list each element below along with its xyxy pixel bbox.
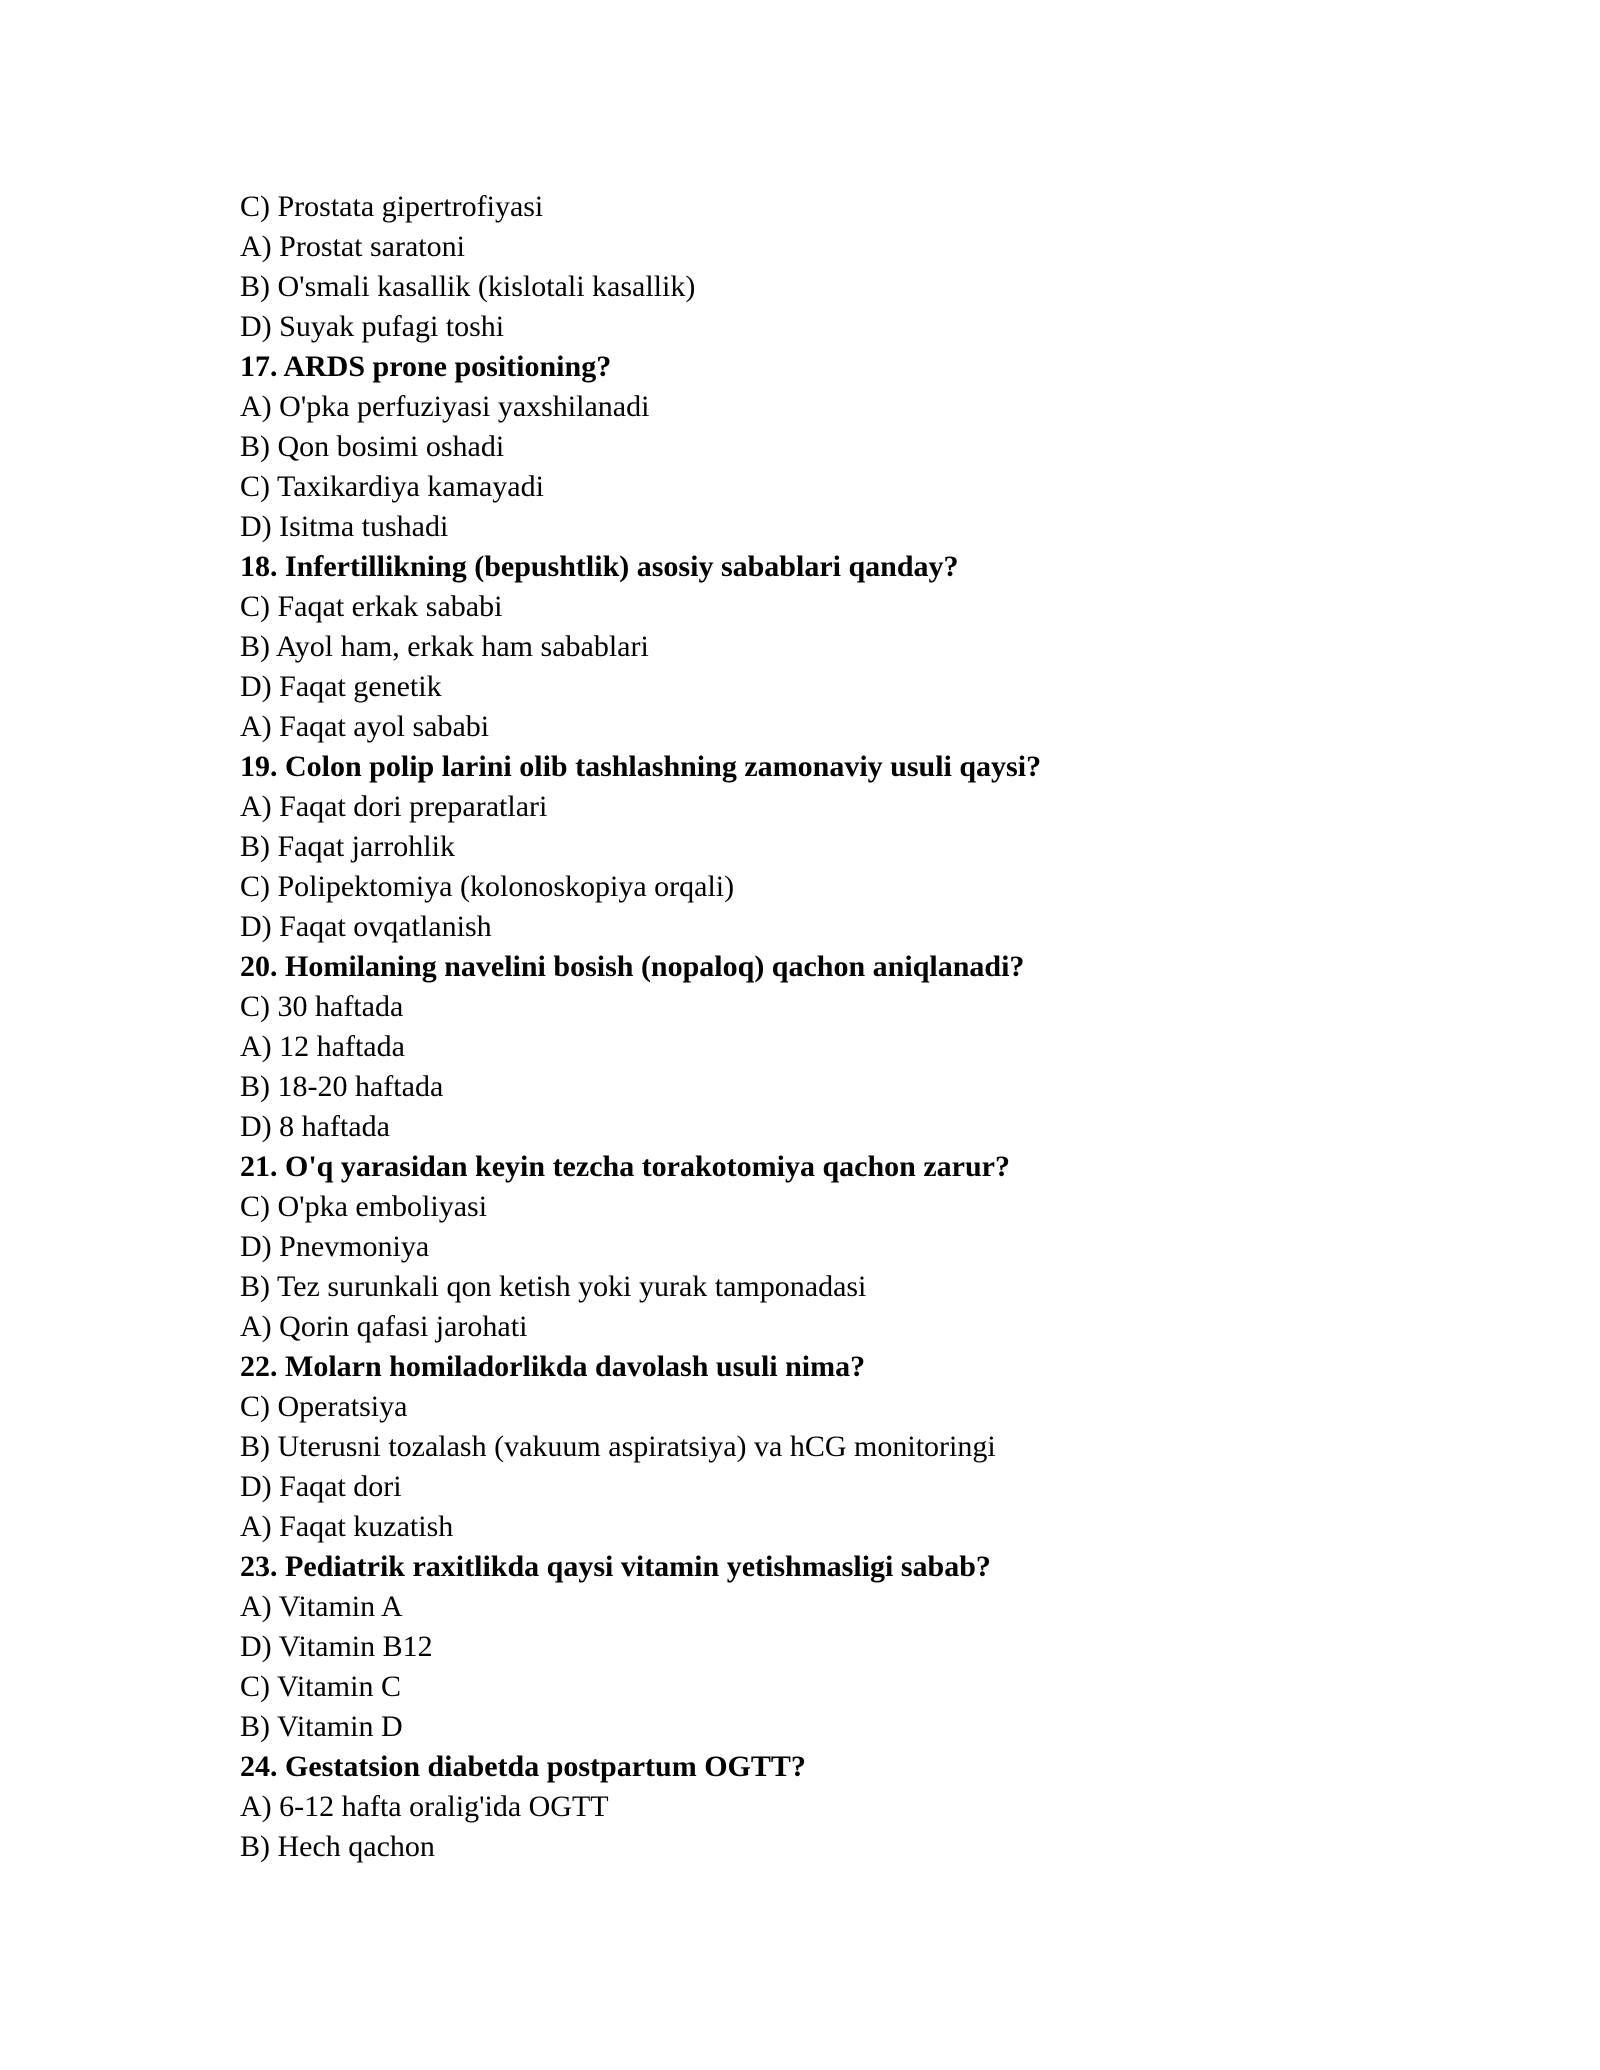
answer-option: B) O'smali kasallik (kislotali kasallik) bbox=[240, 270, 696, 303]
answer-option: A) Prostat saratoni bbox=[240, 230, 465, 263]
answer-option: D) Faqat ovqatlanish bbox=[240, 910, 492, 943]
question-text: 22. Molarn homiladorlikda davolash usuli nima? bbox=[240, 1350, 866, 1383]
answer-option: B) Faqat jarrohlik bbox=[240, 830, 455, 863]
answer-option: A) Faqat dori preparatlari bbox=[240, 790, 548, 823]
question-text: 19. Colon polip larini olib tashlashning zamonaviy usuli qaysi? bbox=[240, 750, 1042, 783]
answer-option: C) Taxikardiya kamayadi bbox=[240, 470, 544, 503]
answer-option: B) 18-20 haftada bbox=[240, 1070, 444, 1103]
answer-option: A) Vitamin A bbox=[240, 1590, 403, 1623]
answer-option: C) O'pka emboliyasi bbox=[240, 1190, 488, 1223]
answer-option: D) Pnevmoniya bbox=[240, 1230, 430, 1263]
answer-option: B) Ayol ham, erkak ham sabablari bbox=[240, 630, 649, 663]
answer-option: D) Faqat genetik bbox=[240, 670, 442, 703]
answer-option: A) 12 haftada bbox=[240, 1030, 405, 1063]
question-text: 20. Homilaning navelini bosish (nopaloq) qachon aniqlanadi? bbox=[240, 950, 1025, 983]
answer-option: A) Qorin qafasi jarohati bbox=[240, 1310, 528, 1343]
answer-option: B) Vitamin D bbox=[240, 1710, 403, 1743]
answer-option: C) 30 haftada bbox=[240, 990, 404, 1023]
answer-option: A) Faqat ayol sababi bbox=[240, 710, 490, 743]
answer-option: C) Polipektomiya (kolonoskopiya orqali) bbox=[240, 870, 735, 903]
answer-option: C) Vitamin C bbox=[240, 1670, 401, 1703]
answer-option: B) Uterusni tozalash (vakuum aspiratsiya) va hCG monitoringi bbox=[240, 1430, 996, 1463]
answer-option: C) Operatsiya bbox=[240, 1390, 408, 1423]
question-text: 23. Pediatrik raxitlikda qaysi vitamin yetishmasligi sabab? bbox=[240, 1550, 991, 1583]
question-text: 21. O'q yarasidan keyin tezcha torakotomiya qachon zarur? bbox=[240, 1150, 1010, 1183]
question-text: 18. Infertillikning (bepushtlik) asosiy sabablari qanday? bbox=[240, 550, 959, 583]
answer-option: D) 8 haftada bbox=[240, 1110, 390, 1143]
answer-option: A) 6-12 hafta oralig'ida OGTT bbox=[240, 1790, 609, 1823]
document-page bbox=[240, 187, 1440, 1867]
answer-option: D) Isitma tushadi bbox=[240, 510, 449, 543]
question-text: 17. ARDS prone positioning? bbox=[240, 350, 612, 383]
answer-option: D) Suyak pufagi toshi bbox=[240, 310, 505, 343]
answer-option: D) Vitamin B12 bbox=[240, 1630, 433, 1663]
answer-option: B) Hech qachon bbox=[240, 1830, 435, 1863]
answer-option: B) Tez surunkali qon ketish yoki yurak tamponadasi bbox=[240, 1270, 867, 1303]
answer-option: A) O'pka perfuziyasi yaxshilanadi bbox=[240, 390, 650, 423]
answer-option: B) Qon bosimi oshadi bbox=[240, 430, 505, 463]
answer-option: C) Prostata gipertrofiyasi bbox=[240, 190, 544, 223]
answer-option: A) Faqat kuzatish bbox=[240, 1510, 454, 1543]
answer-option: D) Faqat dori bbox=[240, 1470, 402, 1503]
question-text: 24. Gestatsion diabetda postpartum OGTT? bbox=[240, 1750, 806, 1783]
answer-option: C) Faqat erkak sababi bbox=[240, 590, 503, 623]
